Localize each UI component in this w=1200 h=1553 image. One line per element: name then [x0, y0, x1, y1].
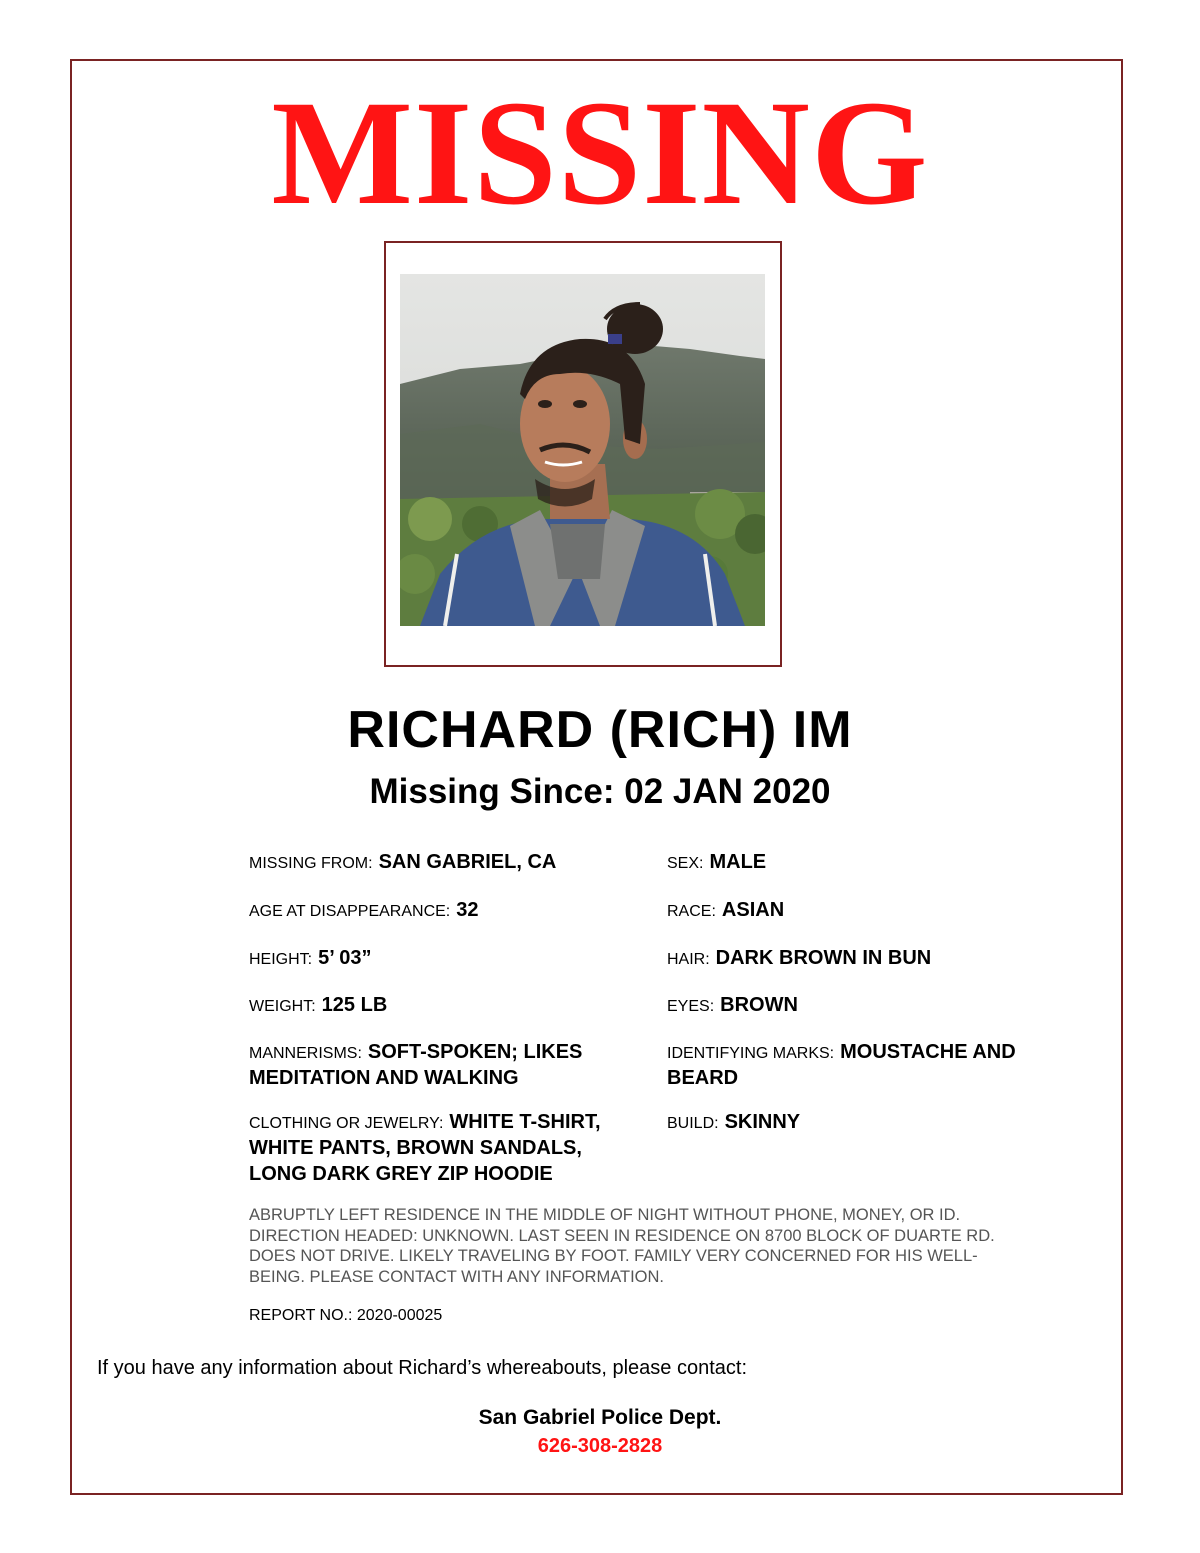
missing-headline: MISSING [271, 70, 929, 236]
detail-missing-from [249, 850, 644, 876]
detail-value: BROWN [720, 994, 798, 1016]
person-photo [400, 274, 765, 626]
report-number: REPORT NO.: 2020-00025 [249, 1307, 443, 1324]
detail-label: CLOTHING OR JEWELRY: [249, 1115, 444, 1132]
detail-race [667, 898, 1017, 924]
detail-label: MANNERISMS: [249, 1045, 362, 1062]
detail-eyes [667, 993, 1017, 1019]
detail-label: RACE: [667, 903, 716, 920]
person-name: RICHARD (RICH) IM [347, 701, 853, 759]
detail-value: MOUSTACHE AND BEARD [667, 1041, 1016, 1089]
detail-value: 125 LB [321, 994, 388, 1016]
detail-value: DARK BROWN IN BUN [715, 947, 932, 969]
missing-since: Missing Since: 02 JAN 2020 [369, 772, 831, 811]
detail-value: 32 [456, 899, 479, 921]
detail-label: HAIR: [667, 951, 710, 968]
detail-value: SOFT-SPOKEN; LIKES MEDITATION AND WALKING [249, 1041, 583, 1089]
detail-value: 5’ 03” [318, 947, 372, 969]
agency-name: San Gabriel Police Dept. [478, 1406, 722, 1429]
detail-mannerisms [249, 1040, 644, 1092]
detail-height [249, 946, 644, 972]
detail-label: WEIGHT: [249, 998, 316, 1015]
detail-weight [249, 993, 644, 1019]
detail-build [667, 1110, 1017, 1136]
detail-value: WHITE T-SHIRT, WHITE PANTS, BROWN SANDALS, LONG DARK GREY ZIP HOODIE [249, 1111, 601, 1185]
detail-hair [667, 946, 1017, 972]
detail-label: MISSING FROM: [249, 855, 373, 872]
detail-identifying-marks [667, 1040, 1017, 1092]
detail-value: ASIAN [721, 899, 785, 921]
contact-prompt: If you have any information about Richard’s whereabouts, please contact: [97, 1357, 748, 1379]
case-narrative: ABRUPTLY LEFT RESIDENCE IN THE MIDDLE OF NIGHT WITHOUT PHONE, MONEY, OR ID. DIRECTION HEADED: UNKNOWN. LAST SEEN IN RESIDENCE ON 8700 BLOCK OF DUARTE RD. DOES NOT DRIVE. LIKELY TRAVELING BY FOOT. FAMILY VERY CONCERNED FOR HIS WELL-BEING. PLEASE CONTACT WITH ANY INFORMATION. [249, 1206, 995, 1286]
detail-clothing [249, 1110, 644, 1188]
detail-label: BUILD: [667, 1115, 719, 1132]
agency-phone[interactable]: 626-308-2828 [537, 1435, 663, 1457]
detail-value: SAN GABRIEL, CA [378, 851, 557, 873]
detail-label: SEX: [667, 855, 704, 872]
detail-sex [667, 850, 1017, 876]
detail-age [249, 898, 644, 924]
detail-label: AGE AT DISAPPEARANCE: [249, 903, 451, 920]
detail-value: MALE [709, 851, 767, 873]
detail-label: IDENTIFYING MARKS: [667, 1045, 835, 1062]
detail-value: SKINNY [724, 1111, 801, 1133]
detail-label: HEIGHT: [249, 951, 313, 968]
detail-label: EYES: [667, 998, 715, 1015]
